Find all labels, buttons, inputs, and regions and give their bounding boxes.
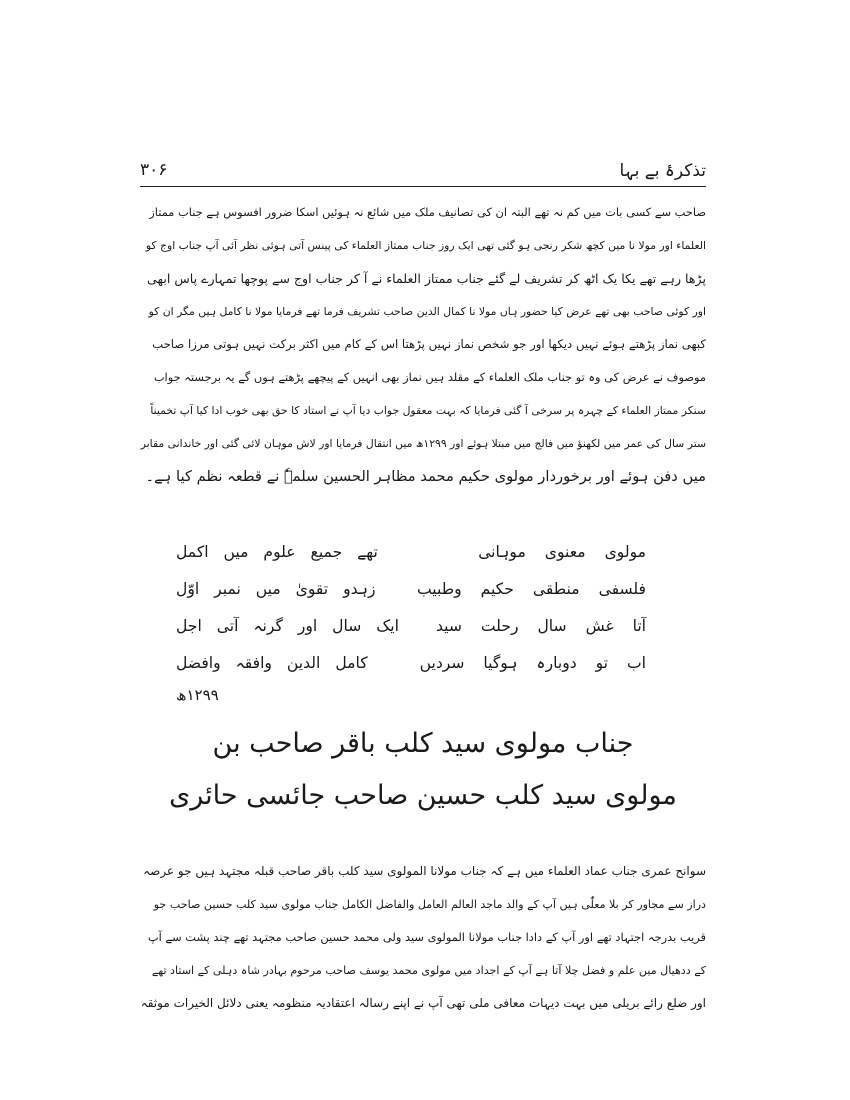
poem-hemistich-second: زہدو تقویٰ میں نمبر اوّل — [176, 580, 376, 598]
text-line: صاحب سے کسی بات میں کم نہ تھے البتہ ان کی تصانیف ملک میں شائع نہ ہوئیں اسکا ضرور افسوس ہے جناب ممتاز — [149, 205, 706, 219]
paragraph-1 — [140, 196, 706, 493]
page-number: ۳۰۶ — [140, 160, 168, 180]
text-line: سنکر ممتاز العلماء کے چہرہ پر سرخی آ گئی فرمایا کہ بہت معقول جواب دیا آپ نے استاد کا حق بھی خوب ادا کیا آپ تخمیناً — [150, 404, 706, 417]
poem-hemistich-first: آتا غش سال رحلت سید — [435, 617, 646, 635]
poem-hemistich-first: فلسفی منطقی حکیم وطبیب — [416, 580, 646, 598]
poem-hemistich-first: مولوی معنوی موہانی — [478, 543, 646, 561]
poem-hemistich-second: کامل الدین وافقہ وافضل — [176, 654, 368, 672]
poem-couplet — [176, 534, 646, 571]
section-heading-line-2: مولوی سید کلب حسین صاحب جائسی حائری — [169, 780, 677, 811]
text-line: کبھی نماز پڑھتے ہوئے نہیں دیکھا اور جو شخص نماز نہیں پڑھتا اس کے کام میں اکثر برکت نہیں ہوتی مرزا صاحب — [152, 337, 706, 351]
text-line: قریب بدرجہ اجتہاد تھے اور آپ کے دادا جناب مولانا المولوی سید ولی محمد حسین صاحب مجتہد تھے چند پشت سے آپ — [147, 930, 706, 944]
text-line: سوانح عمری جناب عماد العلماء میں ہے کہ جناب مولانا المولوی سید کلب باقر صاحب قبلہ مجتہد ہیں جو عرصہ — [143, 864, 706, 878]
poem-couplet — [176, 645, 646, 682]
running-header — [140, 160, 706, 186]
text-line: اور کوئی صاحب بھی تھے عرض کیا حضور ہاں مولا نا کمال الدین صاحب تشریف فرما تھے فرمایا مولا نا کامل ہیں مگر ان کو — [148, 305, 706, 318]
poem-hemistich-first: اب تو دوبارہ ہوگیا سردیں — [419, 654, 646, 672]
book-title: تذکرۂ بے بہا — [619, 161, 706, 181]
poem — [176, 534, 646, 682]
poem-hemistich-second: تھے جمیع علوم میں اکمل — [176, 543, 378, 561]
text-line: ستر سال کی عمر میں لکھنؤ میں فالج میں مبتلا ہوئے اور ۱۲۹۹ھ میں انتقال فرمایا اور لاش موہان لائی گئی اور خاندانی مقابر — [140, 437, 706, 450]
text-line: اور ضلع رائے بریلی میں بہت دیہات معافی ملی تھی آپ نے اپنے رسالہ اعتقادیہ منظومہ یعنی دلائل الخیرات موثقہ — [140, 996, 706, 1010]
text-line: پڑھا رہے تھے یکا یک اٹھ کر تشریف لے گئے جناب ممتاز العلماء نے آ کر جناب اوج سے پوچھا تمہارے پاس ابھی — [147, 271, 706, 286]
text-line: دراز سے مجاور کر بلا معلّٰی ہیں آپ کے والد ماجد العالم العامل والفاضل الکامل جناب مولوی سید کلب حسین صاحب جو — [153, 898, 706, 911]
poem-couplet — [176, 571, 646, 608]
text-line: کے ددھیال میں علم و فضل چلا آتا ہے آپ کے اجداد میں مولوی محمد یوسف صاحب مرحوم بہادر شاہ دہلی کے استاد تھے — [151, 964, 706, 977]
poem-hemistich-second: ایک سال اور گرنہ آتی اجل — [176, 617, 399, 635]
poem-year: ۱۲۹۹ھ — [176, 686, 219, 704]
poem-couplet — [176, 608, 646, 645]
paragraph-2 — [140, 855, 706, 1020]
header-rule — [140, 186, 706, 187]
section-heading-line-1: جناب مولوی سید کلب باقر صاحب بن — [212, 728, 634, 759]
text-line: میں دفن ہوئے اور برخوردار مولوی حکیم محمد مظاہر الحسین سلمہٗ نے قطعہ نظم کیا ہے۔ — [145, 468, 706, 485]
text-line: العلماء اور مولا نا میں کچھ شکر رنجی ہو گئی تھی ایک روز جناب ممتاز العلماء کی پینس آتی ہوئی نظر آئی آپ جناب اوج کو — [145, 239, 706, 252]
text-line: موصوف نے عرض کی وہ تو جناب ملک العلماء کے مقلد ہیں نماز بھی انہیں کے پیچھے پڑھتے ہوں گے یہ برجستہ جواب — [153, 370, 706, 384]
